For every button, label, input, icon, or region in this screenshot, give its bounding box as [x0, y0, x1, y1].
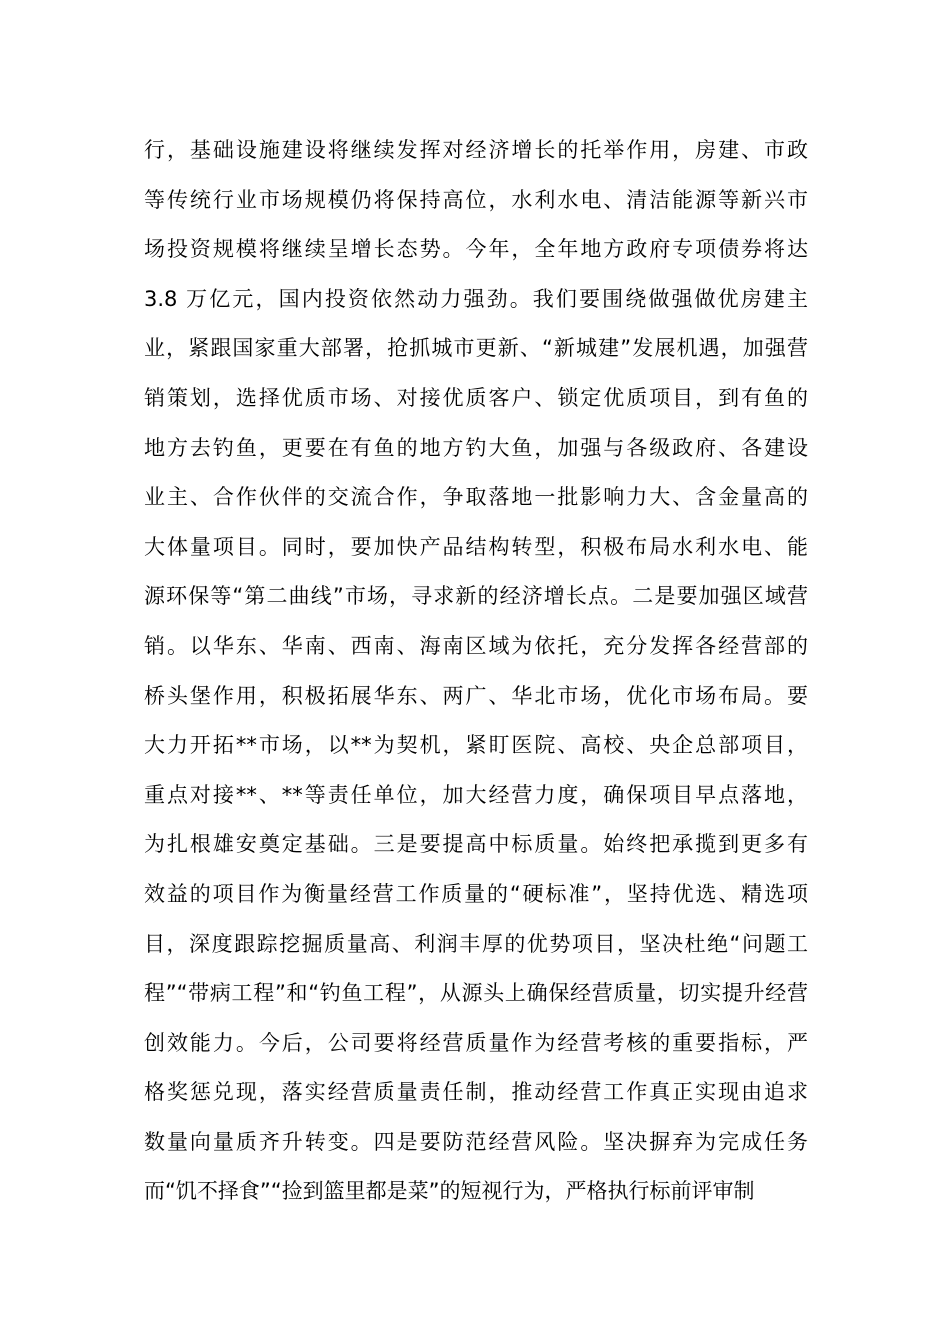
text-line: 目，深度跟踪挖掘质量高、利润丰厚的优势项目，坚决杜绝“问题工 — [144, 931, 808, 956]
text-line: 大体量项目。同时，要加快产品结构转型，积极布局水利水电、能 — [144, 534, 808, 559]
text-line: 程”“带病工程”和“钓鱼工程”，从源头上确保经营质量，切实提升经营 — [144, 981, 808, 1006]
text-line: 数量向量质齐升转变。四是要防范经营风险。坚决摒弃为完成任务 — [144, 1129, 808, 1154]
text-line: 效益的项目作为衡量经营工作质量的“硬标准”，坚持优选、精选项 — [144, 881, 808, 906]
text-line: 销策划，选择优质市场、对接优质客户、锁定优质项目，到有鱼的 — [144, 385, 808, 410]
text-line: 而“饥不择食”“捡到篮里都是菜”的短视行为，严格执行标前评审制 — [144, 1179, 755, 1204]
text-line: 3.8 万亿元，国内投资依然动力强劲。我们要围绕做强做优房建主 — [144, 286, 808, 311]
text-line: 业主、合作伙伴的交流合作，争取落地一批影响力大、含金量高的 — [144, 485, 808, 510]
text-line: 大力开拓**市场，以**为契机，紧盯医院、高校、央企总部项目， — [144, 733, 808, 758]
text-line: 源环保等“第二曲线”市场，寻求新的经济增长点。二是要加强区域营 — [144, 584, 808, 609]
text-line: 业，紧跟国家重大部署，抢抓城市更新、“新城建”发展机遇，加强营 — [144, 336, 808, 361]
text-line: 创效能力。今后，公司要将经营质量作为经营考核的重要指标，严 — [144, 1030, 808, 1055]
text-line: 场投资规模将继续呈增长态势。今年，全年地方政府专项债券将达 — [144, 237, 808, 262]
text-line: 桥头堡作用，积极拓展华东、两广、华北市场，优化市场布局。要 — [144, 683, 808, 708]
text-line: 重点对接**、**等责任单位，加大经营力度，确保项目早点落地， — [144, 782, 808, 807]
text-line: 地方去钓鱼，更要在有鱼的地方钓大鱼，加强与各级政府、各建设 — [144, 435, 808, 460]
text-line: 行，基础设施建设将继续发挥对经济增长的托举作用，房建、市政 — [144, 138, 808, 162]
text-line: 为扎根雄安奠定基础。三是要提高中标质量。始终把承揽到更多有 — [144, 832, 808, 857]
text-line: 销。以华东、华南、西南、海南区域为依托，充分发挥各经营部的 — [144, 633, 808, 658]
text-line: 等传统行业市场规模仍将保持高位，水利水电、清洁能源等新兴市 — [144, 187, 808, 212]
body-paragraph — [144, 126, 808, 1217]
text-line: 格奖惩兑现，落实经营质量责任制，推动经营工作真正实现由追求 — [144, 1080, 808, 1105]
